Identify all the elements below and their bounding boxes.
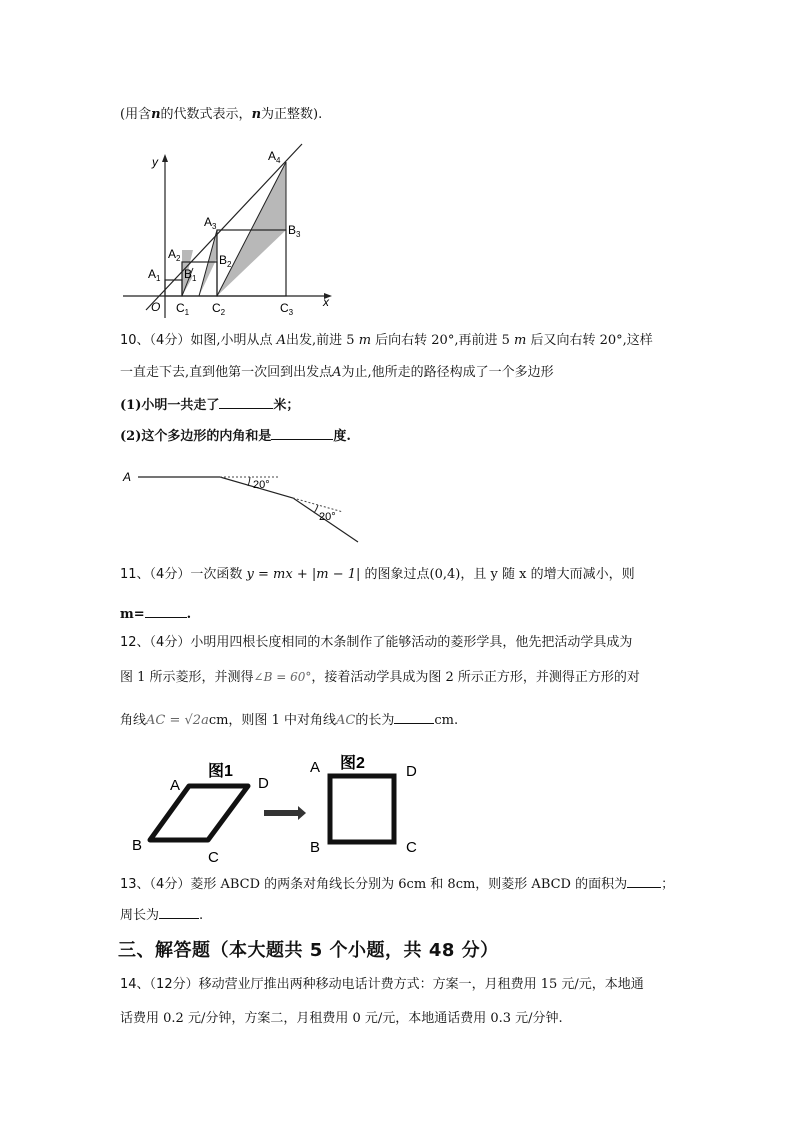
answer-blank[interactable] <box>627 874 661 888</box>
text: . <box>199 908 204 923</box>
text: ，且 y 随 x 的增大而减小，则 <box>460 567 635 582</box>
question-number: 13、（4分） <box>120 877 191 892</box>
text: 一直走下去,直到他第一次回到出发点 <box>120 365 333 380</box>
figure-q12-rhombus-square <box>128 752 438 868</box>
text: (1)小明一共走了 <box>120 398 220 413</box>
label-y: y <box>152 155 158 169</box>
formula: = <box>253 567 274 582</box>
unit-m: m <box>358 333 372 348</box>
text: 的图象过点 <box>364 567 430 582</box>
var-a: A <box>332 365 342 380</box>
y-arrow <box>162 154 168 162</box>
q10-line2 <box>120 364 554 382</box>
formula: = √2a <box>165 713 209 728</box>
figure-q9-staircase <box>118 138 338 320</box>
text: 为止,他所走的路径构成了一个多边形 <box>341 365 554 380</box>
rhombus-shape <box>150 786 248 840</box>
section-heading: 三、解答题（本大题共 5 个小题，共 48 分） <box>118 940 499 961</box>
label-x: x <box>323 295 329 309</box>
text: 菱形 ABCD 的两条对角线长分别为 6cm 和 8cm，则菱形 ABCD 的面积为 <box>190 877 628 892</box>
vertex-label: D <box>258 775 269 792</box>
answer-blank[interactable] <box>219 395 273 409</box>
figure-title: 图2 <box>340 755 365 772</box>
q11-line1 <box>120 566 635 584</box>
text: 周长为 <box>120 908 160 923</box>
text: 的长为 <box>355 713 395 728</box>
close-paren: ). <box>313 107 323 122</box>
q10-line1 <box>120 332 653 350</box>
open-paren: ( <box>120 107 126 122</box>
answer-blank[interactable] <box>145 604 187 618</box>
q12-line3 <box>120 710 458 730</box>
answer-blank[interactable] <box>394 710 434 724</box>
var-n: n <box>151 107 161 122</box>
label-b2: $B_2$ <box>219 253 232 269</box>
text: 小明用四根长度相同的木条制作了能够活动的菱形学具，他先把活动学具成为 <box>190 635 633 650</box>
vertex-label: B <box>310 839 321 856</box>
var-ac: AC <box>146 713 166 728</box>
formula: mx <box>273 567 293 582</box>
text: 度. <box>333 429 351 444</box>
var-n: n <box>251 107 262 122</box>
var-a: A <box>276 333 286 348</box>
text: m= <box>120 607 145 622</box>
text: ； <box>661 877 675 892</box>
q9-tail-line <box>120 106 322 124</box>
question-number: 10、（4分） <box>120 333 191 348</box>
question-number: 14、（12分） <box>120 977 199 992</box>
formula: + <box>292 567 312 582</box>
question-number: 12、（4分） <box>120 635 191 650</box>
angle-label: 20° <box>253 479 270 491</box>
text: 出发,前进 5 <box>286 333 355 348</box>
label-a4: $A_4$ <box>268 149 281 165</box>
label-a3: $A_3$ <box>204 215 217 231</box>
label-c3: $C_3$ <box>280 301 294 317</box>
vertex-label: A <box>170 777 181 794</box>
vertex-label: D <box>406 763 417 780</box>
q11-line2 <box>120 604 191 624</box>
square-shape <box>330 776 394 842</box>
text: 的代数式表示， <box>160 107 252 122</box>
point: (0,4) <box>429 567 461 582</box>
q12-line2 <box>120 668 640 687</box>
text: 角线 <box>120 713 147 728</box>
label-a2: $A_2$ <box>168 247 181 263</box>
vertex-label: A <box>310 759 321 776</box>
text: 如图,小明从点 <box>190 333 273 348</box>
label-a1: $A_1$ <box>148 267 161 283</box>
label-c1: $C_1$ <box>176 301 190 317</box>
q10-sub2 <box>120 426 351 446</box>
vertex-label: C <box>208 849 219 866</box>
label-a: A <box>123 470 132 484</box>
answer-blank[interactable] <box>159 905 199 919</box>
text: 移动营业厅推出两种移动电话计费方式：方案一，月租费用 15 元/元，本地通 <box>198 977 644 992</box>
label-c2: $C_2$ <box>212 301 226 317</box>
q14-line1 <box>120 976 644 994</box>
square-1 <box>165 280 182 296</box>
text: cm，则图 1 中对角线 <box>208 713 336 728</box>
walking-path <box>138 477 358 542</box>
angle-arc <box>248 477 250 486</box>
arrow-head <box>298 806 306 820</box>
var-ac: AC <box>335 713 356 728</box>
text: 图 1 所示菱形，并测得 <box>120 670 254 685</box>
label-b1: $B_1$ <box>184 267 197 283</box>
text: ，接着活动学具成为图 2 所示正方形，并测得正方形的对 <box>311 670 640 685</box>
text: 一次函数 <box>190 567 243 582</box>
q13-line2 <box>120 905 203 925</box>
angle-value: ∠B = 60° <box>253 670 312 684</box>
vertex-label: B <box>132 837 143 854</box>
angle-arc <box>314 505 318 513</box>
answer-blank[interactable] <box>271 426 333 440</box>
q10-sub1 <box>120 395 299 415</box>
text: cm. <box>434 713 459 728</box>
formula: y <box>246 567 254 582</box>
vertex-label: C <box>406 839 417 856</box>
text: 米； <box>273 398 300 413</box>
arrow-body <box>264 810 298 816</box>
text: 话费用 0.2 元/分钟，方案二，月租费用 0 元/元，本地通话费用 0.3 元/分钟. <box>120 1011 563 1026</box>
figure-q10-path <box>118 462 368 548</box>
text: 后向右转 20°,再前进 5 <box>375 333 510 348</box>
text: 用含 <box>125 107 152 122</box>
question-number: 11、（4分） <box>120 567 191 582</box>
label-o: O <box>151 300 161 314</box>
formula: |m − 1| <box>311 567 361 582</box>
label-b3: $B_3$ <box>288 223 301 239</box>
text: . <box>186 607 192 622</box>
q14-line2 <box>120 1010 563 1028</box>
text: 为正整数 <box>261 107 314 122</box>
text: 后又向右转 20°,这样 <box>530 333 653 348</box>
angle-label: 20° <box>319 511 336 523</box>
q13-line1 <box>120 874 674 894</box>
text: (2)这个多边形的内角和是 <box>120 429 272 444</box>
figure-title: 图1 <box>208 763 233 780</box>
q12-line1 <box>120 634 632 652</box>
unit-m: m <box>514 333 527 348</box>
